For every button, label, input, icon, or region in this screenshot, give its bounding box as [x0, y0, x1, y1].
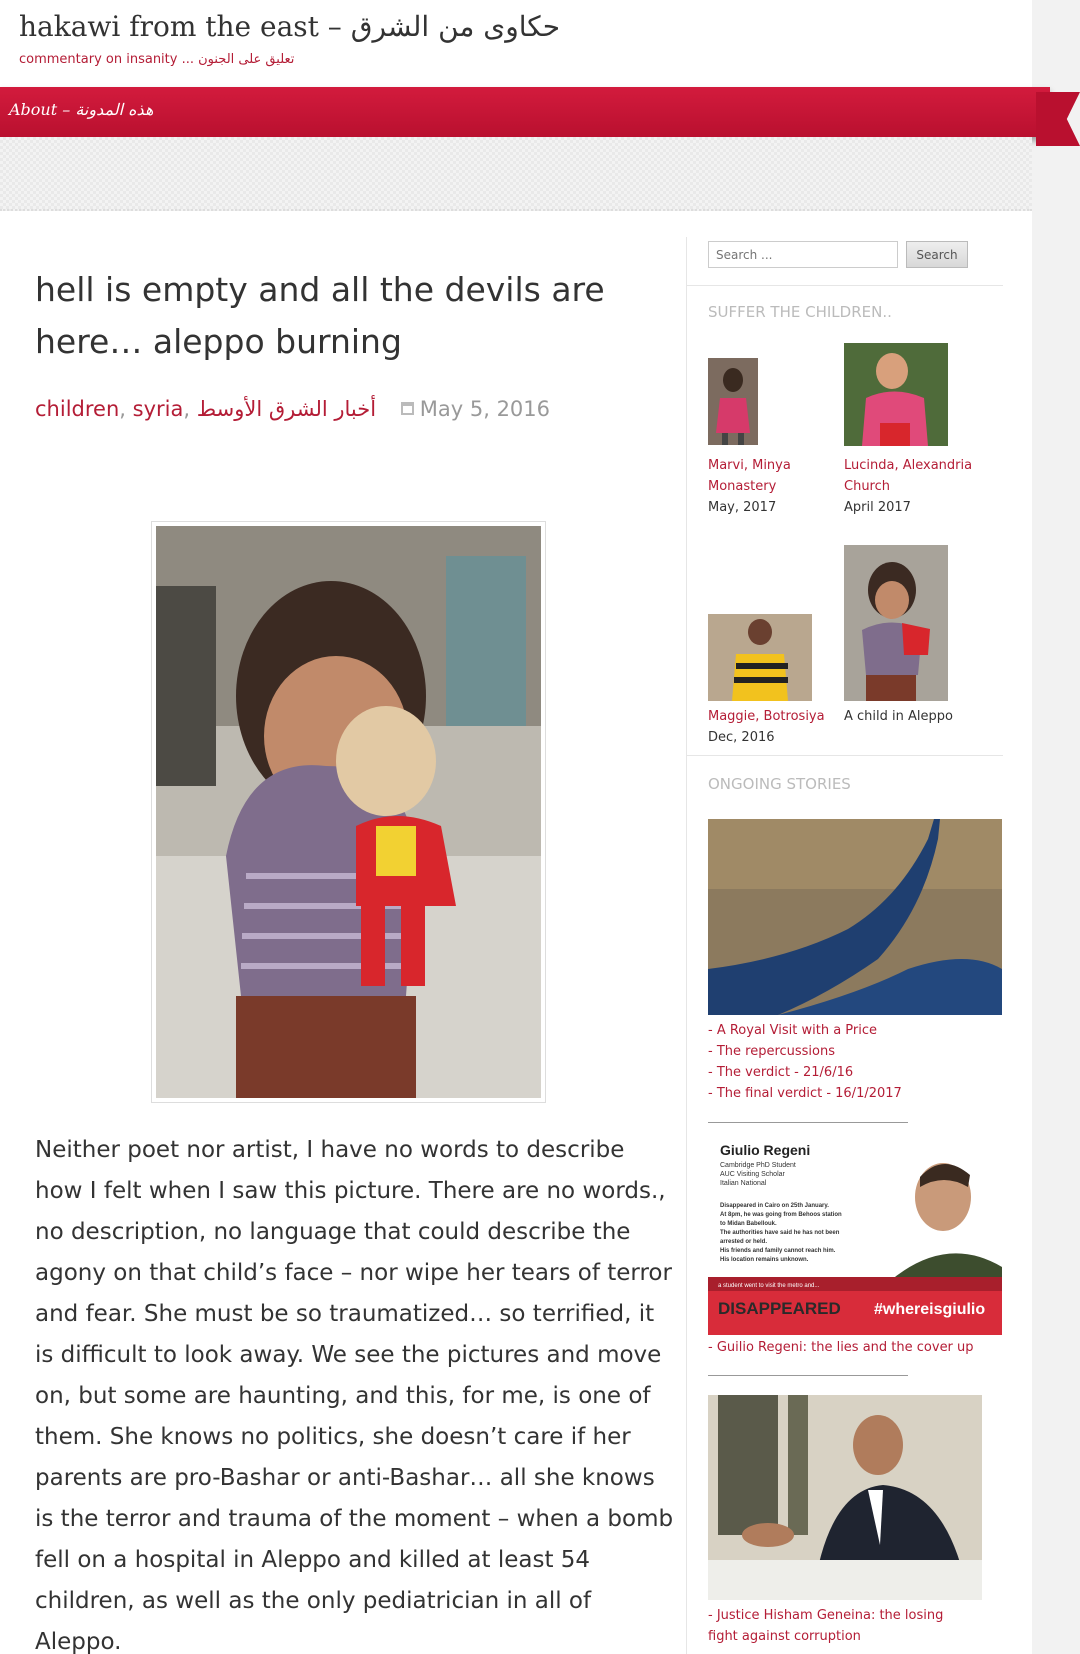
site-description: commentary on insanity ... تعليق على الجنون	[19, 52, 295, 67]
story-divider	[708, 1375, 908, 1376]
gallery-caption-lucinda	[844, 455, 994, 518]
story-link-final-verdict[interactable]: - The final verdict - 16/1/2017	[708, 1086, 902, 1101]
gallery-thumb-lucinda[interactable]	[844, 343, 948, 446]
regeni-line: AUC Visiting Scholar	[720, 1171, 785, 1178]
gallery-thumb-aleppo-child[interactable]	[844, 545, 948, 701]
sidebar	[686, 237, 1002, 1654]
gallery-thumb-marvi[interactable]	[708, 358, 758, 445]
regeni-detail: His location remains unknown.	[720, 1257, 809, 1263]
widget-title-children: SUFFER THE CHILDREN..	[708, 303, 892, 321]
regeni-name: Giulio Regeni	[720, 1142, 811, 1158]
regeni-banner: DISAPPEARED	[718, 1299, 841, 1318]
category-syria-link[interactable]: syria	[132, 397, 184, 421]
nav-about-link[interactable]: About – هذه المدونة	[9, 100, 154, 119]
widget-title-stories: ONGOING STORIES	[708, 775, 851, 793]
gallery-date: Dec, 2016	[708, 730, 775, 745]
regeni-detail: arrested or held.	[720, 1239, 768, 1245]
search-button[interactable]: Search	[906, 241, 968, 268]
story-link-repercussions[interactable]: - The repercussions	[708, 1044, 836, 1059]
calendar-icon	[401, 402, 414, 415]
site-title[interactable]: hakawi from the east – حكاوى من الشرق	[19, 10, 561, 43]
red-sea-map-image[interactable]	[708, 819, 1002, 1015]
site-header	[0, 0, 1032, 88]
post-meta	[35, 397, 550, 421]
sidebar-divider	[687, 285, 1003, 286]
story-link-geneina[interactable]: - Justice Hisham Geneina: the losing fight against corruption	[708, 1608, 944, 1644]
regeni-banner-small: a student went to visit the metro and...	[718, 1283, 820, 1289]
post-date: May 5, 2016	[419, 397, 551, 421]
post-photo-crying-child	[151, 521, 546, 1103]
search-input[interactable]	[708, 241, 898, 268]
regeni-detail: Disappeared in Cairo on 25th January.	[720, 1203, 829, 1209]
story-link-verdict[interactable]: - The verdict - 21/6/16	[708, 1065, 854, 1080]
gallery-date: April 2017	[844, 500, 911, 515]
gallery-thumb-maggie[interactable]	[708, 614, 812, 701]
pattern-band	[0, 137, 1032, 211]
regeni-detail: His friends and family cannot reach him.	[720, 1248, 836, 1254]
post-title[interactable]: hell is empty and all the devils are here… aleppo burning	[35, 270, 605, 361]
post-body: Neither poet nor artist, I have no words to describe how I felt when I saw this picture. There are no words., no description, no language that could describe the agony on that child’s face – nor wipe her tears of terror and fear. She must be so traumatized… so terrified, it is difficult to look away. We see the pictures and move on, but some are haunting, and this, for me, is one of them. She knows no politics, she doesn’t care if her parents are pro-Bashar or anti-Bashar… all she knows is the terror and trauma of the moment – when a bomb fell on a hospital in Aleppo and killed at least 54 children, as well as the only pediatrician in all of Aleppo.	[35, 1137, 674, 1654]
regeni-line: Cambridge PhD Student	[720, 1162, 796, 1169]
category-children-link[interactable]: children	[35, 397, 120, 421]
category-middle-east-link[interactable]: أخبار الشرق الأوسط	[196, 397, 377, 421]
regeni-poster-image[interactable]	[708, 1137, 1002, 1335]
gallery-date: May, 2017	[708, 500, 777, 515]
regeni-hashtag: #whereisgiulio	[874, 1301, 986, 1318]
story-link-regeni[interactable]: - Guilio Regeni: the lies and the cover up	[708, 1340, 974, 1355]
category-separator: ,	[183, 397, 197, 421]
page-edge	[1032, 0, 1080, 1654]
regeni-detail: The authorities have said he has not been	[720, 1230, 840, 1236]
gallery-link-marvi[interactable]: Marvi, Minya Monastery	[708, 458, 791, 494]
sidebar-divider	[687, 755, 1003, 756]
gallery-caption-maggie	[708, 706, 858, 748]
gallery-link-maggie[interactable]: Maggie, Botrosiya	[708, 709, 825, 724]
geneina-photo[interactable]	[708, 1395, 982, 1600]
regeni-line: Italian National	[720, 1180, 767, 1187]
regeni-detail: At 8pm, he was going from Behoos station	[720, 1212, 842, 1218]
category-separator: ,	[119, 397, 133, 421]
regeni-detail: to Midan Babellouk.	[720, 1221, 777, 1227]
gallery-caption-aleppo: A child in Aleppo	[844, 709, 953, 724]
main-nav-ribbon	[0, 87, 1050, 137]
story-divider	[708, 1122, 908, 1123]
story-link-royal-visit[interactable]: - A Royal Visit with a Price	[708, 1023, 878, 1038]
gallery-caption-marvi	[708, 455, 858, 518]
gallery-link-lucinda[interactable]: Lucinda, Alexandria Church	[844, 458, 973, 494]
